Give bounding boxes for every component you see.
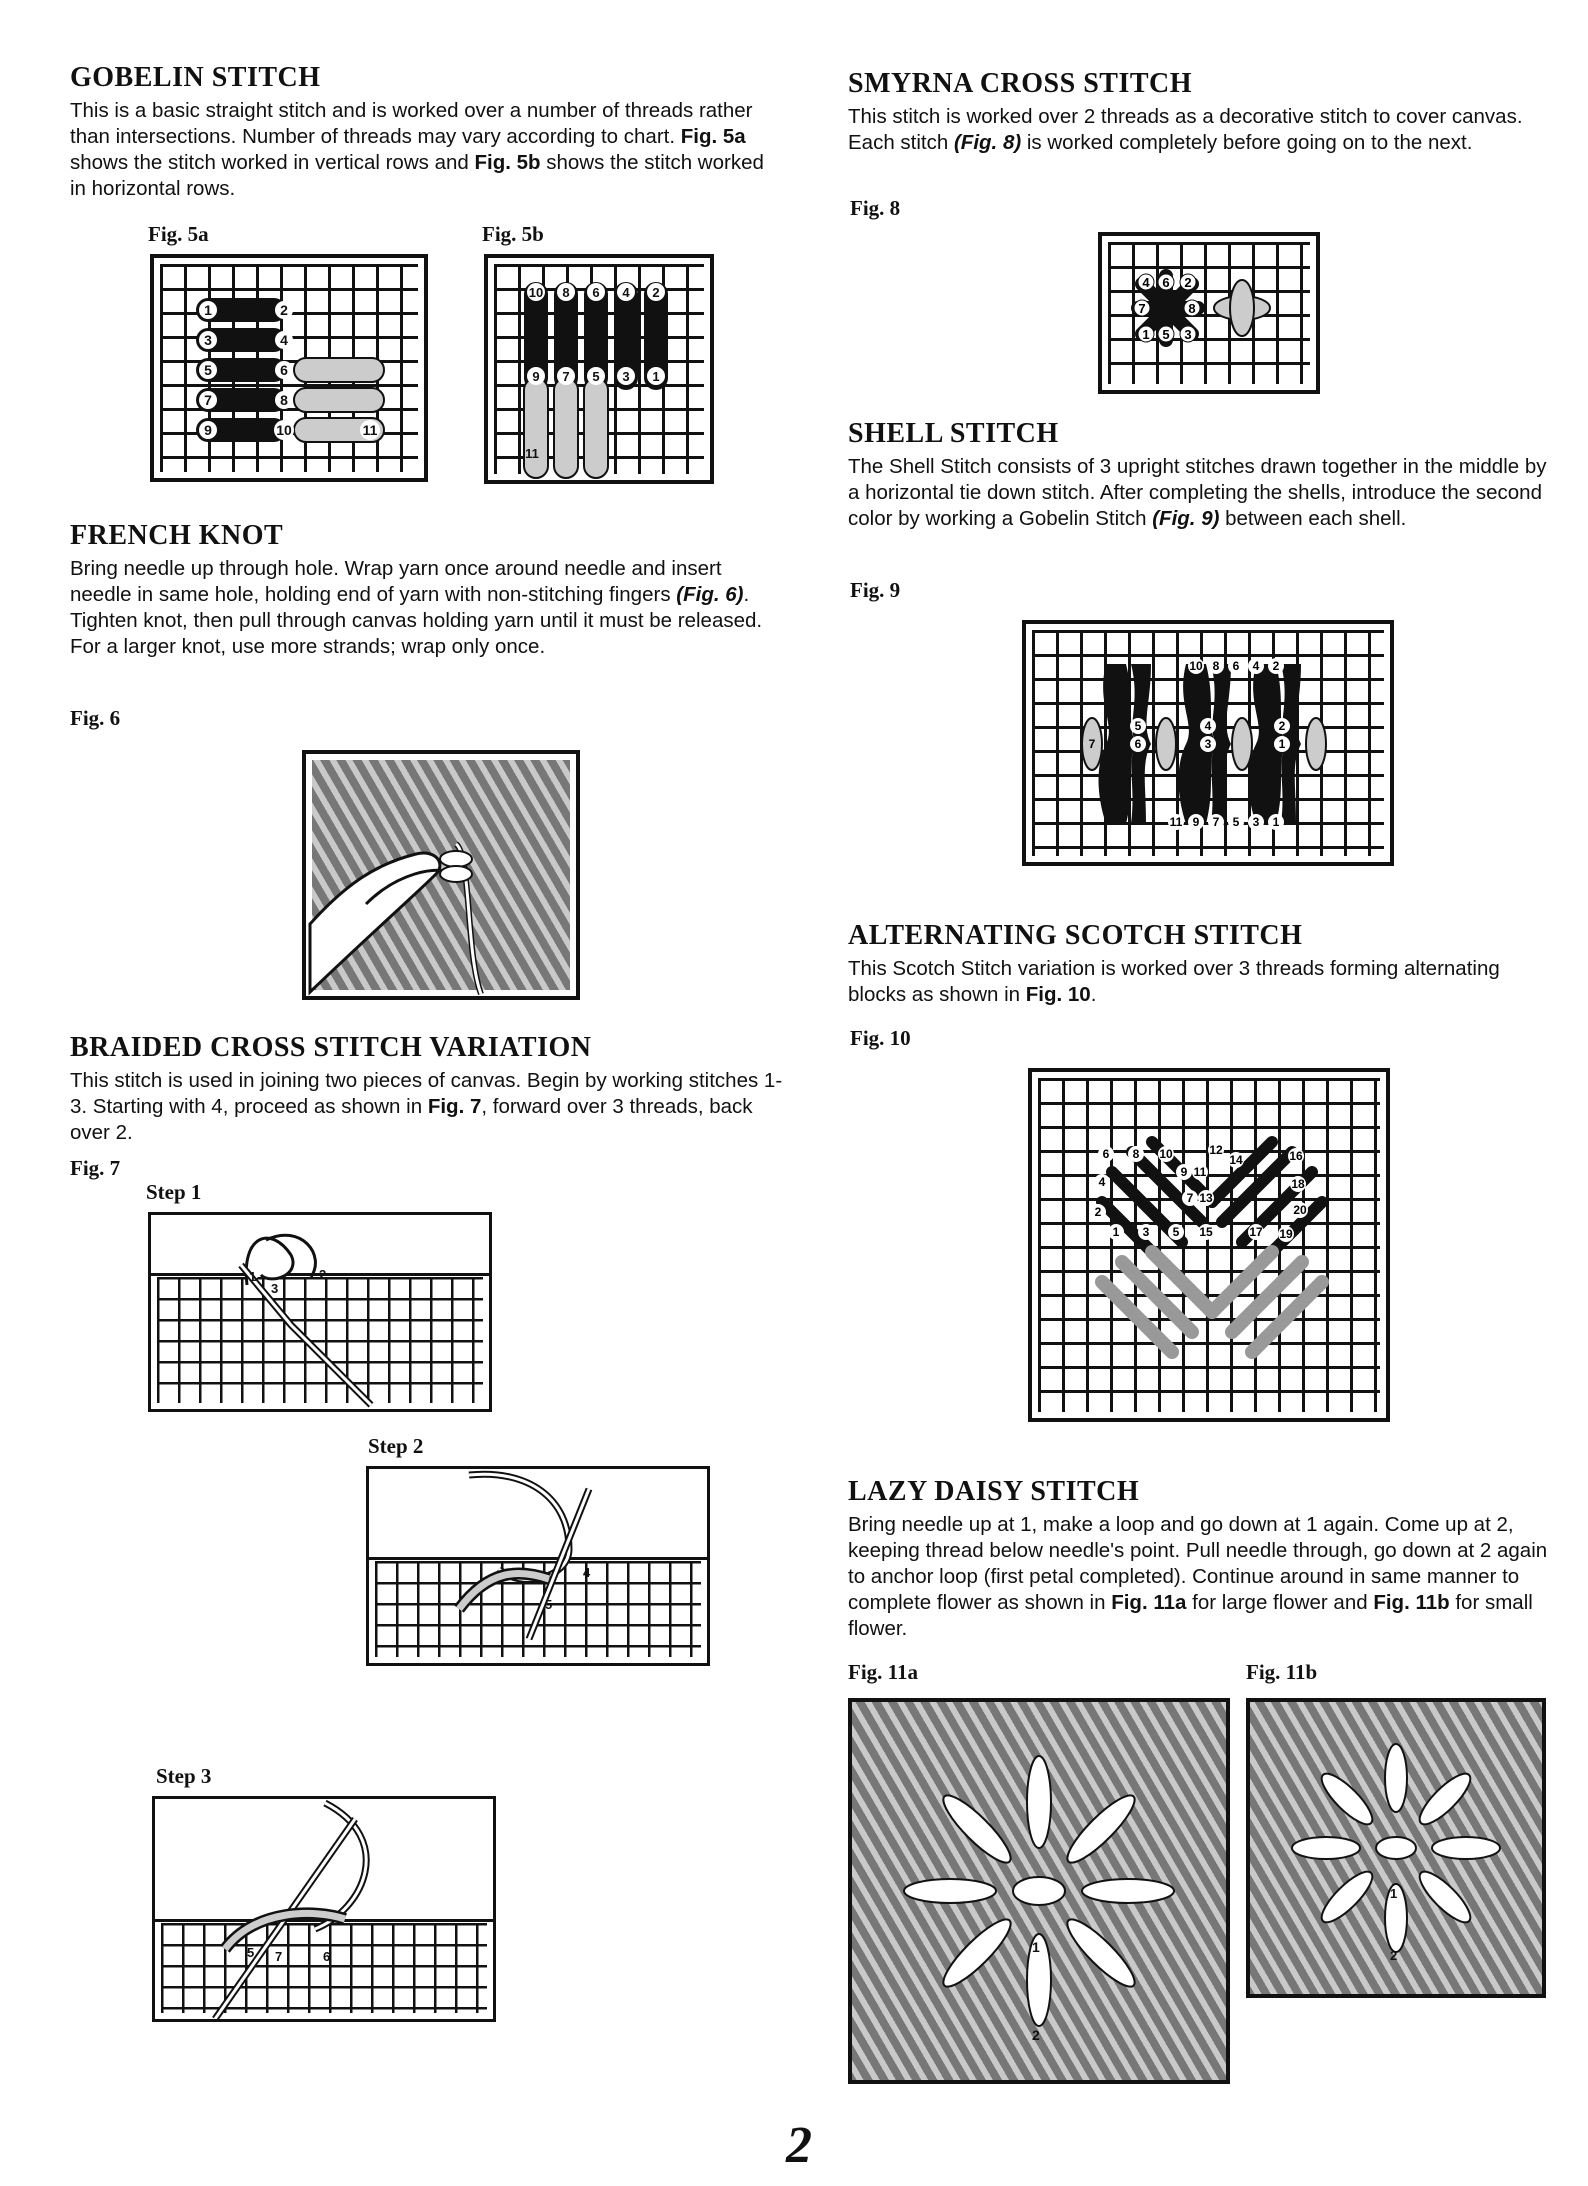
fig10-diagram: [1028, 1068, 1390, 1422]
fig10-num: 15: [1199, 1225, 1213, 1239]
scotch-section: [848, 920, 1548, 1008]
fig9-num: 4: [1252, 659, 1260, 673]
fig5b-num: 8: [562, 285, 570, 300]
gobelin-title: GOBELIN STITCH: [70, 62, 321, 93]
fig5a-numbers: [154, 258, 432, 486]
fig9-num: 6: [1134, 737, 1142, 751]
fig5a-num: 2: [280, 302, 288, 318]
fig11b-num: 1: [1390, 1886, 1398, 1901]
fig5b-diagram: [484, 254, 714, 484]
fig10-num: 16: [1289, 1149, 1303, 1163]
fig9-num: 3: [1204, 737, 1212, 751]
fig10-num: 1: [1112, 1225, 1120, 1239]
fig10-num: 3: [1142, 1225, 1150, 1239]
fig5a-label: Fig. 5a: [148, 222, 209, 246]
fig10-num: 12: [1209, 1143, 1223, 1157]
fig9-num: 3: [1252, 815, 1260, 829]
fig5a-num: 11: [362, 422, 378, 438]
braided-title: BRAIDED CROSS STITCH VARIATION: [70, 1032, 592, 1063]
fig10-num: 10: [1159, 1147, 1173, 1161]
fig10-num: 14: [1229, 1153, 1243, 1167]
fig9-num: 11: [1169, 815, 1183, 829]
fig5a-num: 10: [276, 422, 292, 438]
fig10-num: 17: [1249, 1225, 1263, 1239]
fig5b-num: 6: [592, 285, 600, 300]
fig10-num: 13: [1199, 1191, 1213, 1205]
fig9-num: 2: [1272, 659, 1280, 673]
step2-label: Step 2: [368, 1434, 424, 1458]
shell-section: [848, 418, 1548, 532]
fig5b-num: 4: [622, 285, 630, 300]
smyrna-section: [848, 68, 1548, 156]
french-knot-title: FRENCH KNOT: [70, 520, 284, 551]
fig9-num: 10: [1189, 659, 1203, 673]
fig10-num: 7: [1186, 1191, 1194, 1205]
step1-num: 3: [271, 1281, 279, 1296]
fig9-num: 1: [1272, 815, 1280, 829]
step2-diagram: [366, 1466, 710, 1666]
fig9-diagram: [1022, 620, 1394, 866]
fig8-num: 1: [1142, 327, 1150, 342]
page-number: 2: [786, 2117, 812, 2174]
fig9-label: Fig. 9: [850, 578, 901, 602]
fig10-num: 6: [1102, 1147, 1110, 1161]
scotch-title: ALTERNATING SCOTCH STITCH: [848, 920, 1303, 951]
fig10-num: 20: [1293, 1203, 1307, 1217]
fig11a-diagram: [848, 1698, 1230, 2084]
braided-body: This stitch is used in joining two pieces of canvas. Begin by working stitches 1-3. Starting with 4, proceed as shown in Fig. 7, forward over 3 threads, back over 2.: [70, 1069, 783, 1144]
smyrna-body: This stitch is worked over 2 threads as a decorative stitch to cover canvas. Each stitch (Fig. 8) is worked completely before going on to the next.: [848, 105, 1523, 154]
fig10-num: 9: [1180, 1165, 1188, 1179]
smyrna-title: SMYRNA CROSS STITCH: [848, 68, 1193, 99]
step3-num: 5: [247, 1945, 255, 1960]
braided-section: [70, 1032, 790, 1146]
fig11a-num: 1: [1032, 1939, 1040, 1955]
fig5a-num: 8: [280, 392, 288, 408]
lazy-daisy-title: LAZY DAISY STITCH: [848, 1476, 1140, 1507]
fig11b-diagram: [1246, 1698, 1546, 1998]
step1-num: 1: [249, 1269, 257, 1284]
fig8-num: 7: [1138, 301, 1146, 316]
step1-num: 2: [319, 1267, 327, 1282]
fig11b-label: Fig. 11b: [1246, 1660, 1318, 1684]
fig5b-num: 3: [622, 369, 630, 384]
fig11b-num: 2: [1390, 1948, 1398, 1963]
shell-title: SHELL STITCH: [848, 418, 1059, 449]
lazy-daisy-body: Bring needle up at 1, make a loop and go down at 1 again. Come up at 2, keeping thread below needle's point. Pull needle through, go down at 2 again to anchor loop (first petal completed). Continue around in same manner to complete flower as shown in Fig. 11a for large flower and Fig. 11b for small flower.: [848, 1513, 1548, 1640]
fig8-num: 5: [1162, 327, 1170, 342]
fig5b-num: 10: [528, 285, 544, 300]
fig10-num: 18: [1291, 1177, 1305, 1191]
fig5a-num: 6: [280, 362, 288, 378]
fig9-num: 9: [1192, 815, 1200, 829]
gobelin-section: [70, 62, 770, 202]
fig5b-num: 9: [532, 369, 540, 384]
fig8-num: 8: [1188, 301, 1196, 316]
step3-label: Step 3: [156, 1764, 212, 1788]
fig5a-num: 3: [204, 332, 212, 348]
fig9-num: 2: [1278, 719, 1286, 733]
fig7-label: Fig. 7: [70, 1156, 121, 1180]
fig10-num: 5: [1172, 1225, 1180, 1239]
french-knot-body: Bring needle up through hole. Wrap yarn once around needle and insert needle in same hole, holding end of yarn with non-stitching fingers (Fig. 6). Tighten knot, then pull through canvas holding yarn until it must be released. For a larger knot, use more strands; wrap only once.: [70, 557, 763, 658]
fig8-label: Fig. 8: [850, 196, 901, 220]
fig11a-num: 2: [1032, 2027, 1040, 2043]
fig5b-numbers: [488, 258, 718, 488]
fig8-num: 4: [1142, 275, 1150, 290]
step3-diagram: [152, 1796, 496, 2022]
fig10-num: 2: [1094, 1205, 1102, 1219]
fig5b-label: Fig. 5b: [482, 222, 544, 246]
fig11a-label: Fig. 11a: [848, 1660, 919, 1684]
fig10-num: 4: [1098, 1175, 1106, 1189]
fig8-num: 2: [1184, 275, 1192, 290]
fig5b-num: 11: [525, 446, 539, 461]
fig9-num: 5: [1232, 815, 1240, 829]
fig5a-num: 5: [204, 362, 212, 378]
fig9-num: 7: [1212, 815, 1220, 829]
step2-num: 4: [583, 1565, 591, 1580]
step2-num: 5: [545, 1597, 553, 1612]
fig10-label: Fig. 10: [850, 1026, 911, 1050]
fig9-num: 5: [1134, 719, 1142, 733]
lazy-daisy-section: [848, 1476, 1558, 1642]
fig5a-num: 1: [204, 302, 212, 318]
fig5b-num: 7: [562, 369, 570, 384]
fig5b-num: 5: [592, 369, 600, 384]
fig8-num: 6: [1162, 275, 1170, 290]
fig6-diagram: [302, 750, 580, 1000]
step1-label: Step 1: [146, 1180, 202, 1204]
fig9-num: 6: [1232, 659, 1240, 673]
fig9-num: 1: [1278, 737, 1286, 751]
fig5a-diagram: [150, 254, 428, 482]
fig9-num: 8: [1212, 659, 1220, 673]
fig10-num: 8: [1132, 1147, 1140, 1161]
fig5a-num: 7: [204, 392, 212, 408]
step1-diagram: [148, 1212, 492, 1412]
fig5a-num: 9: [204, 422, 212, 438]
step3-num: 6: [323, 1949, 331, 1964]
fig8-num: 3: [1184, 327, 1192, 342]
fig9-num: 7: [1088, 737, 1096, 751]
gobelin-body: This is a basic straight stitch and is worked over a number of threads rather than intersections. Number of threads may vary according to chart. Fig. 5a shows the stitch worked in vertical rows and Fig. 5b shows the stitch worked in horizontal rows.: [70, 99, 764, 200]
fig6-label: Fig. 6: [70, 706, 121, 730]
fig9-num: 4: [1204, 719, 1212, 733]
fig5a-num: 4: [280, 332, 288, 348]
scotch-body: This Scotch Stitch variation is worked over 3 threads forming alternating blocks as shown in Fig. 10.: [848, 957, 1500, 1006]
fig5b-num: 2: [652, 285, 660, 300]
fig10-num: 11: [1193, 1165, 1207, 1179]
fig8-diagram: [1098, 232, 1320, 394]
shell-body: The Shell Stitch consists of 3 upright stitches drawn together in the middle by a horizontal tie down stitch. After completing the shells, introduce the second color by working a Gobelin Stitch (Fig. 9) between each shell.: [848, 455, 1547, 530]
fig10-num: 19: [1279, 1227, 1293, 1241]
fig5b-num: 1: [652, 369, 660, 384]
french-knot-section: [70, 520, 770, 660]
step3-num: 7: [275, 1949, 283, 1964]
